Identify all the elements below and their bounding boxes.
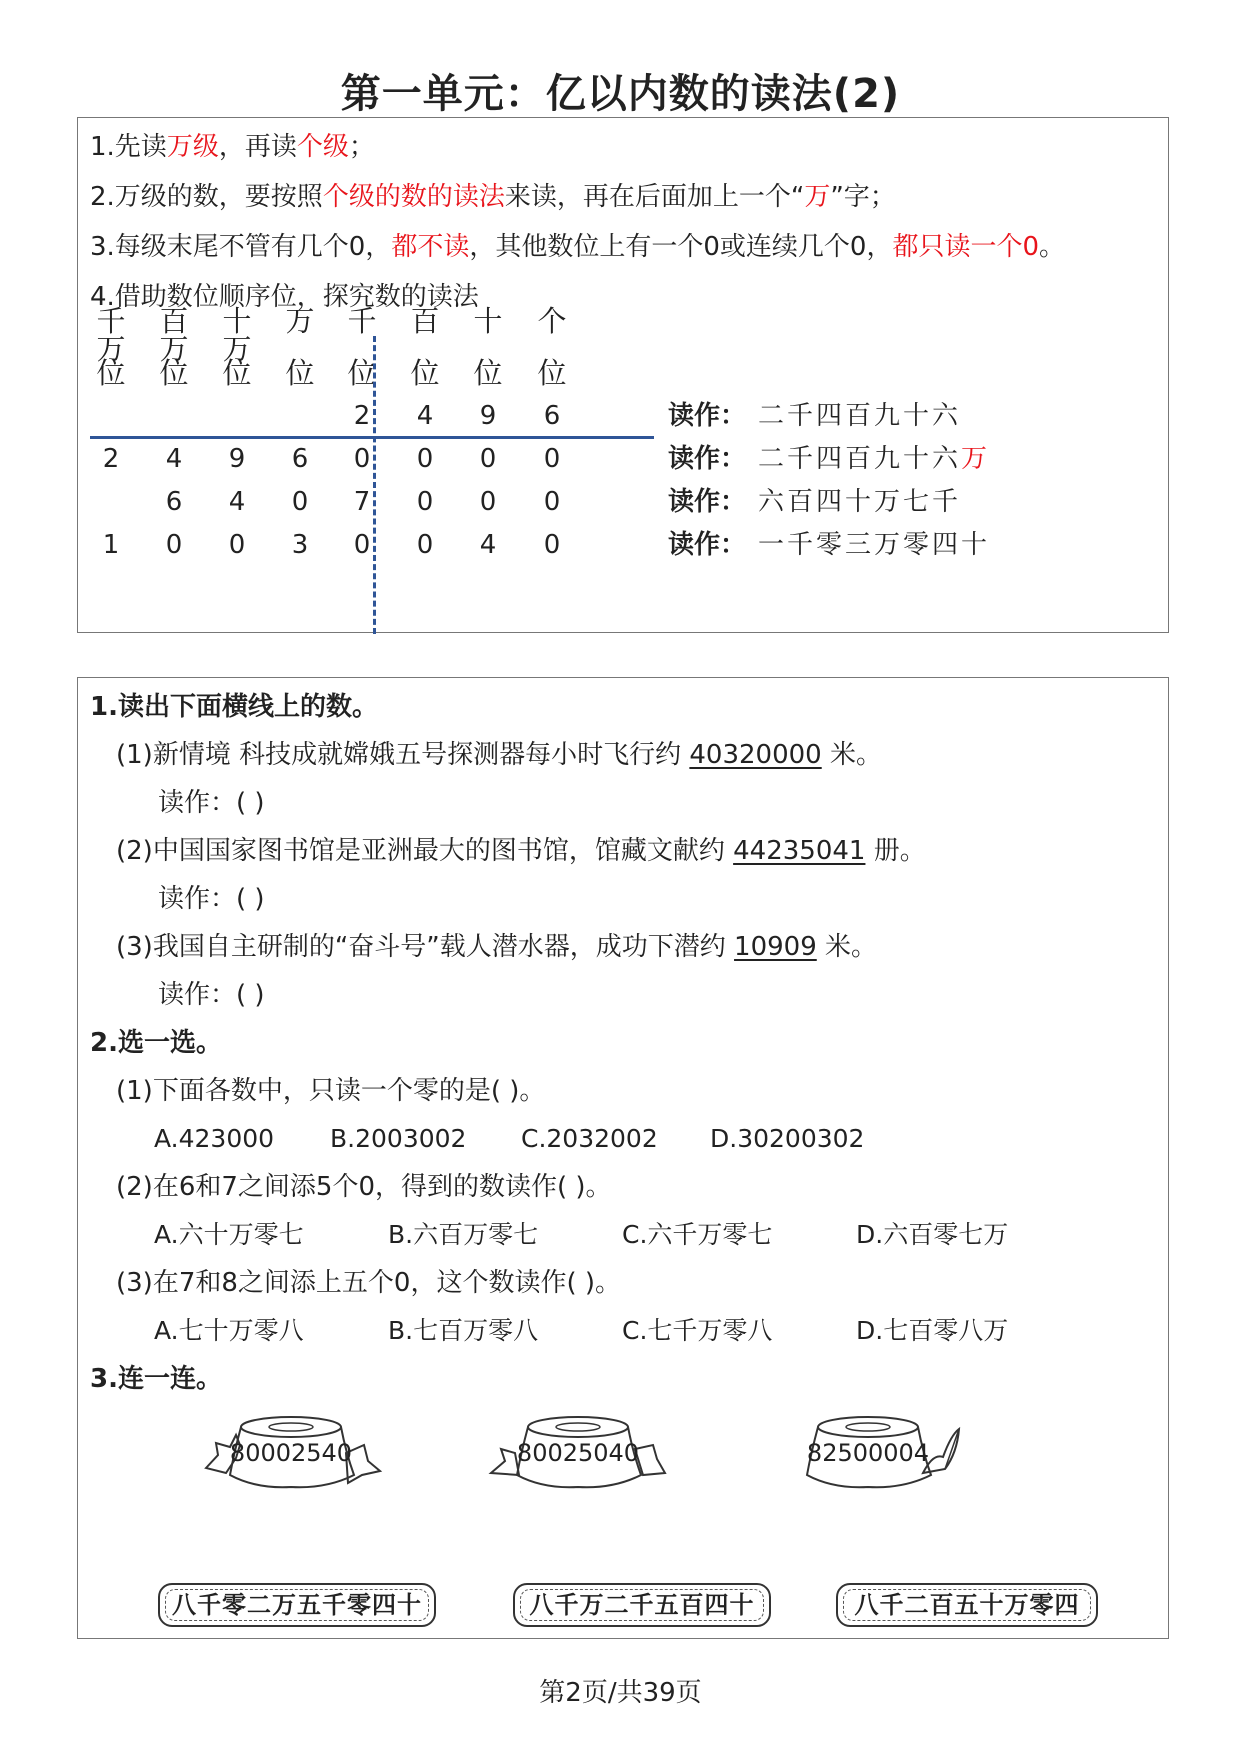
q1-item-3: (3)我国自主研制的“奋斗号”载人潜水器，成功下潜约 10909 米。 bbox=[116, 932, 878, 962]
reading-tag-3[interactable]: 八千二百五十万零四 bbox=[836, 1583, 1098, 1627]
stump-number-1[interactable]: 80002540 bbox=[229, 1439, 353, 1467]
place-header-char: 位 bbox=[159, 356, 189, 390]
read-label: 读作： bbox=[668, 401, 747, 431]
reading-main: 一千零三万零四十 bbox=[758, 530, 991, 560]
reading-main: 二千四百九十六 bbox=[758, 444, 962, 474]
reading-main: 六百四十万七千 bbox=[758, 487, 962, 517]
place-digit: 0 bbox=[416, 530, 434, 560]
reading-tag-2[interactable]: 八千万二千五百四十 bbox=[513, 1583, 771, 1627]
page-title: 第一单元：亿以内数的读法(2) bbox=[340, 71, 901, 117]
place-header-char: 千 bbox=[96, 304, 126, 338]
q1-answer-1[interactable]: 读作：( ) bbox=[158, 788, 265, 818]
place-header-char: 位 bbox=[410, 356, 440, 390]
place-header-char: 位 bbox=[285, 356, 315, 390]
q1-title: 1.读出下面横线上的数。 bbox=[90, 692, 378, 722]
place-digit: 0 bbox=[228, 530, 246, 560]
q2-stem-1: (1)下面各数中，只读一个零的是( )。 bbox=[116, 1076, 546, 1106]
reading-text bbox=[758, 530, 990, 560]
q2-2-option-c[interactable]: C.六千万零七 bbox=[622, 1220, 773, 1249]
q2-stem-2: (2)在6和7之间添5个0，得到的数读作( )。 bbox=[116, 1172, 612, 1202]
place-header-char: 千 bbox=[347, 304, 377, 338]
place-digit: 0 bbox=[416, 487, 434, 517]
place-digit: 7 bbox=[353, 487, 371, 517]
place-header-char: 位 bbox=[473, 356, 503, 390]
place-digit: 0 bbox=[291, 487, 309, 517]
rules-box bbox=[77, 117, 1169, 633]
q2-1-option-a[interactable]: A.423000 bbox=[154, 1124, 275, 1153]
q2-3-option-c[interactable]: C.七千万零八 bbox=[622, 1316, 773, 1345]
reading-main: 二千四百九十六 bbox=[758, 401, 962, 431]
place-digit: 0 bbox=[543, 487, 561, 517]
reading-text bbox=[758, 487, 961, 517]
place-digit: 4 bbox=[228, 487, 246, 517]
reading-text bbox=[758, 444, 990, 474]
q2-2-option-a[interactable]: A.六十万零七 bbox=[154, 1220, 304, 1249]
q2-3-option-b[interactable]: B.七百万零八 bbox=[388, 1316, 539, 1345]
place-header-char: 个 bbox=[537, 304, 567, 338]
place-digit: 9 bbox=[479, 401, 497, 431]
q2-1-option-d[interactable]: D.30200302 bbox=[710, 1124, 865, 1153]
reading-highlight: 万 bbox=[961, 444, 991, 474]
place-header-char: 万 bbox=[96, 332, 126, 366]
place-header-char: 万 bbox=[222, 332, 252, 366]
exercise-box bbox=[77, 677, 1169, 1639]
stump-number-2[interactable]: 80025040 bbox=[516, 1439, 640, 1467]
q2-2-option-b[interactable]: B.六百万零七 bbox=[388, 1220, 539, 1249]
place-digit: 2 bbox=[102, 444, 120, 474]
q2-3-option-d[interactable]: D.七百零八万 bbox=[856, 1316, 1009, 1345]
q1-answer-2[interactable]: 读作：( ) bbox=[158, 884, 265, 914]
place-digit: 0 bbox=[353, 530, 371, 560]
q1-item-1: (1)新情境 科技成就嫦娥五号探测器每小时飞行约 40320000 米。 bbox=[116, 740, 882, 770]
level-divider bbox=[373, 336, 376, 634]
place-digit: 6 bbox=[165, 487, 183, 517]
rule-1: 1.先读万级，再读个级； bbox=[90, 132, 375, 162]
q1-number: 10909 bbox=[734, 932, 817, 962]
place-digit: 2 bbox=[353, 401, 371, 431]
q2-2-option-d[interactable]: D.六百零七万 bbox=[856, 1220, 1009, 1249]
place-header-char: 位 bbox=[347, 356, 377, 390]
rule-3: 3.每级末尾不管有几个0，都不读，其他数位上有一个0或连续几个0，都只读一个0。 bbox=[90, 232, 1066, 262]
q2-1-option-b[interactable]: B.2003002 bbox=[330, 1124, 467, 1153]
place-header-char: 百 bbox=[159, 304, 189, 338]
place-digit: 0 bbox=[416, 444, 434, 474]
rule-4: 4.借助数位顺序位，探究数的读法 bbox=[90, 282, 479, 312]
q1-number: 44235041 bbox=[733, 836, 866, 866]
read-label: 读作： bbox=[668, 487, 747, 517]
place-digit: 0 bbox=[479, 444, 497, 474]
q2-1-option-c[interactable]: C.2032002 bbox=[521, 1124, 658, 1153]
place-header-char: 位 bbox=[222, 356, 252, 390]
place-header-char: 十 bbox=[222, 304, 252, 338]
q2-3-option-a[interactable]: A.七十万零八 bbox=[154, 1316, 304, 1345]
q2-title: 2.选一选。 bbox=[90, 1028, 222, 1058]
reading-text bbox=[758, 401, 961, 431]
place-digit: 0 bbox=[543, 444, 561, 474]
rule-2: 2.万级的数，要按照个级的数的读法来读，再在后面加上一个“万”字； bbox=[90, 182, 896, 212]
place-digit: 4 bbox=[416, 401, 434, 431]
place-digit: 0 bbox=[165, 530, 183, 560]
place-header-char: 位 bbox=[96, 356, 126, 390]
place-digit: 0 bbox=[479, 487, 497, 517]
place-digit: 1 bbox=[102, 530, 120, 560]
place-digit: 9 bbox=[228, 444, 246, 474]
q3-title: 3.连一连。 bbox=[90, 1364, 222, 1394]
q1-number: 40320000 bbox=[689, 740, 822, 770]
place-digit: 6 bbox=[291, 444, 309, 474]
read-label: 读作： bbox=[668, 530, 747, 560]
q1-item-2: (2)中国国家图书馆是亚洲最大的图书馆，馆藏文献约 44235041 册。 bbox=[116, 836, 926, 866]
q2-stem-3: (3)在7和8之间添上五个0，这个数读作( )。 bbox=[116, 1268, 622, 1298]
place-digit: 0 bbox=[353, 444, 371, 474]
place-digit: 4 bbox=[165, 444, 183, 474]
place-header-char: 百 bbox=[410, 304, 440, 338]
place-header-char: 位 bbox=[537, 356, 567, 390]
place-digit: 4 bbox=[479, 530, 497, 560]
q1-answer-3[interactable]: 读作：( ) bbox=[158, 980, 265, 1010]
read-label: 读作： bbox=[668, 444, 747, 474]
reading-tag-1[interactable]: 八千零二万五千零四十 bbox=[158, 1583, 436, 1627]
table-header-divider bbox=[90, 436, 654, 439]
page-footer: 第2页/共39页 bbox=[539, 1678, 702, 1708]
place-digit: 0 bbox=[543, 530, 561, 560]
place-header-char: 万 bbox=[159, 332, 189, 366]
place-header-char: 十 bbox=[473, 304, 503, 338]
place-digit: 6 bbox=[543, 401, 561, 431]
place-header-char: 万 bbox=[285, 304, 315, 338]
stump-number-3[interactable]: 82500004 bbox=[806, 1439, 930, 1467]
place-digit: 3 bbox=[291, 530, 309, 560]
